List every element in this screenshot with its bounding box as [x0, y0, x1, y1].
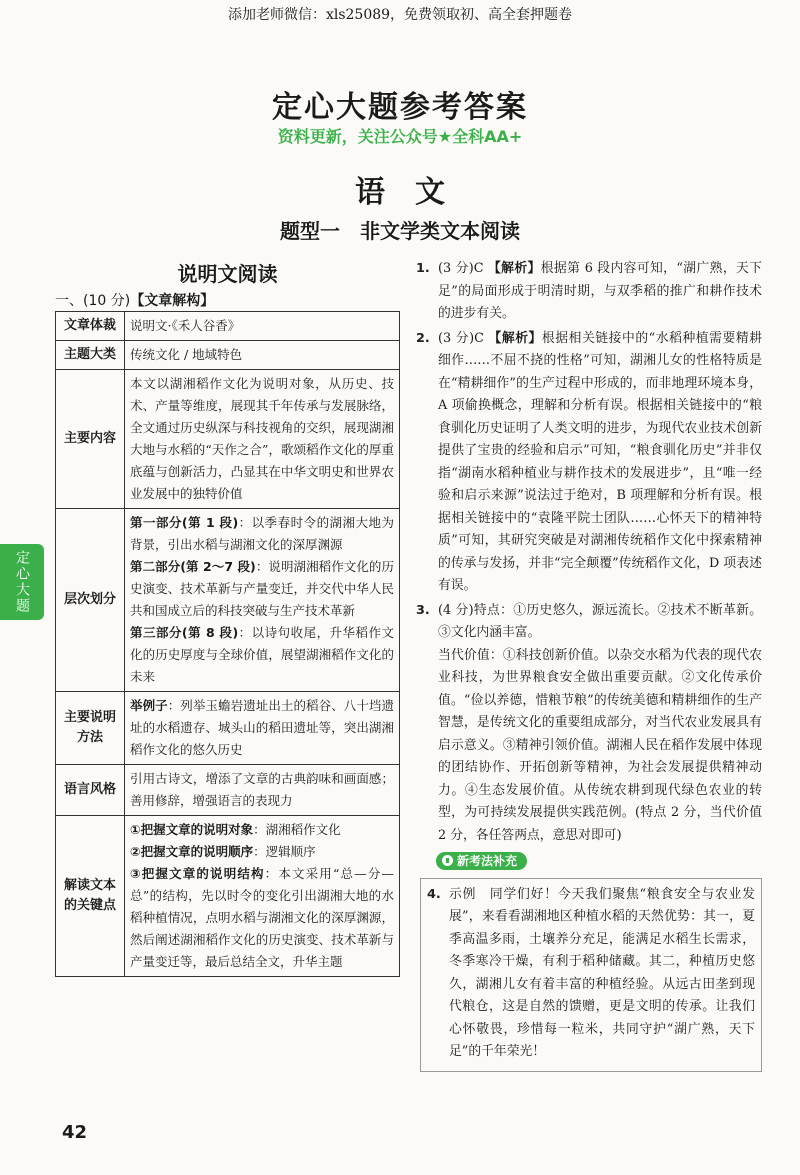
answer-3-number: 3.: [416, 602, 430, 618]
question-1-tag: 【文章解构】: [130, 293, 215, 309]
table-row: [56, 509, 400, 692]
table-head-style: 语言风格: [56, 765, 125, 816]
structure-part-1-text: ：以季春时令的湖湘大地为背景，引出水稻与湖湘文化的深厚渊源: [130, 515, 394, 552]
structure-part-2-label: 第二部分(第 2～7 段): [130, 559, 256, 574]
table-row: [56, 816, 400, 977]
answer-1-text: 根据第 6 段内容可知，“湖广熟，天下足”的局面形成于明清时期，与双季稻的推广和耕作技术的进步有关。: [438, 261, 762, 321]
side-tab-label: 定心大题: [14, 550, 30, 614]
article-structure-table: [55, 311, 400, 977]
structure-part-2-text: ：说明湖湘稻作文化的历史演变、技术革新与产量变迁，并交代中华人民共和国成立后的科技突破与生产技术革新: [130, 559, 394, 618]
keypoint-2: [130, 841, 394, 863]
answer-1-body: [438, 258, 762, 326]
table-row: [56, 341, 400, 370]
keypoint-1-text: ：湖湘稻作文化: [253, 822, 341, 837]
pin-icon: [442, 855, 453, 866]
method-label: 举例子: [130, 698, 168, 713]
answer-4: [427, 884, 755, 1064]
table-cell-content: 本文以湖湘稻作文化为说明对象，从历史、技术、产量等维度，展现其千年传承与发展脉络，全文通过历史纵深与科技视角的交织，展现湖湘大地与水稻的“天作之合”，歌颂稻作文化的厚重底蕴与创新活力，凸显其在中华文明史和世界农业发展中的独特价值: [125, 370, 400, 509]
structure-part-1: [130, 512, 394, 556]
table-cell-keypoints: [125, 816, 400, 977]
answer-1-tag: 【解析】: [488, 261, 541, 276]
answer-4-number: 4.: [427, 886, 441, 902]
answer-3-values: 当代价值：①科技创新价值。以杂交水稻为代表的现代农业科技，为世界粮食安全做出重要贡献。②文化传承价值。“俭以养德，惜粮节粮”的传统美德和精耕细作的生产智慧，是传统文化的重要组成部分，对当代农业发展具有启示意义。③精神引领价值。湖湘人民在稻作发展中体现的团结协作、开拓创新等精神，为社会发展提供精神动力。④生态发展价值。从传统农耕到现代绿色农业的转型，为可持续发展提供实践范例。(特点 2 分，当代价值 2 分，各任答两点，意思对即可): [438, 647, 762, 843]
table-cell-structure: [125, 509, 400, 692]
question-1-score: 一、(10 分): [55, 293, 131, 309]
question-1-label: [55, 290, 214, 310]
keypoint-1-label: ①把握文章的说明对象: [130, 822, 254, 837]
table-row: [56, 765, 400, 816]
page-number: 42: [62, 1122, 88, 1143]
keypoint-3: [130, 863, 394, 973]
keypoint-1: [130, 819, 394, 841]
answer-3-body: [438, 600, 762, 848]
table-cell-genre: 说明文·《禾人谷香》: [125, 312, 400, 341]
keypoint-2-text: ：逻辑顺序: [253, 844, 316, 859]
keypoint-2-label: ②把握文章的说明顺序: [130, 844, 254, 859]
question-type-title: 题型一 非文学类文本阅读: [280, 219, 520, 243]
answer-2: [416, 328, 762, 598]
side-tab: [0, 544, 44, 620]
keypoint-3-text: ：本文采用“总—分—总”的结构，先以时令的变化引出湖湘大地的水稻种植情况，点明水稻与湖湘文化的深厚渊源，然后阐述湖湘稻作文化的历史演变、技术革新与产量变迁等，最后总结全文，升华主题: [130, 866, 394, 969]
answer-3-features: (4 分)特点：①历史悠久，源远流长。②技术不断革新。③文化内涵丰富。: [438, 602, 762, 640]
new-method-badge: [436, 852, 527, 870]
table-head-content: 主要内容: [56, 370, 125, 509]
answer-2-body: [438, 328, 762, 598]
structure-part-3-text: ：以诗句收尾，升华稻作文化的历史厚度与全球价值，展望湖湘稻作文化的未来: [130, 625, 394, 684]
section-title: 说明文阅读: [177, 262, 278, 286]
method-text: ：列举玉蟾岩遗址出土的稻谷、八十垱遗址的水稻遗存、城头山的稻田遗址等，突出湖湘稻作文化的悠久历史: [130, 698, 394, 757]
table-row: [56, 312, 400, 341]
answer-1-score: (3 分)C: [438, 261, 484, 276]
table-cell-theme: 传统文化 / 地域特色: [125, 341, 400, 370]
table-head-genre: 文章体裁: [56, 312, 125, 341]
table-head-keypoints: 解读文本的关键点: [56, 816, 125, 977]
keypoint-3-label: ③把握文章的说明结构: [130, 866, 265, 881]
answer-4-text: 示例 同学们好！今天我们聚焦“粮食安全与农业发展”，来看看湖湘地区种植水稻的天然优势：其一，夏季高温多雨，土壤养分充足，能满足水稻生长需求，冬季寒冷干燥，有利于稻种储藏。其二，种植历史悠久，湖湘儿女有着丰富的种植经验。从远古田垄到现代粮仓，这是自然的馈赠，更是文明的传承。让我们心怀敬畏，珍惜每一粒米，共同守护“湖广熟，天下足”的千年荣光！: [449, 886, 755, 1059]
table-cell-style: 引用古诗文，增添了文章的古典韵味和画面感；善用修辞，增强语言的表现力: [125, 765, 400, 816]
answer-2-score: (3 分)C: [438, 330, 484, 346]
page-subtitle: 资料更新，关注公众号★全科AA+: [277, 127, 523, 146]
page-main-title: 定心大题参考答案: [272, 90, 528, 125]
answer-2-tag: 【解析】: [488, 330, 542, 346]
answer-2-number: 2.: [416, 330, 430, 346]
structure-part-1-label: 第一部分(第 1 段): [130, 515, 239, 530]
answer-1: [416, 258, 762, 326]
table-head-theme: 主题大类: [56, 341, 125, 370]
top-watermark-note: 添加老师微信：xls25089，免费领取初、高全套押题卷: [227, 7, 573, 23]
structure-part-3: [130, 622, 394, 688]
answer-4-box: [420, 878, 762, 1072]
badge-label: 新考法补充: [457, 854, 518, 868]
structure-part-2: [130, 556, 394, 622]
table-row: [56, 692, 400, 765]
answer-3: [416, 600, 762, 848]
table-row: [56, 370, 400, 509]
table-head-structure: 层次划分: [56, 509, 125, 692]
table-head-method: 主要说明方法: [56, 692, 125, 765]
answer-2-text: 根据相关链接中的“水稻种植需要精耕细作……不屈不挠的性格”可知，湖湘儿女的性格特质是在“精耕细作”的生产过程中形成的，而非地理环境本身，A 项偷换概念，理解和分析有误。根据相关链接中的“粮食驯化历史证明了人类文明的进步，为现代农业技术创新提供了宝贵的经验和启示”可知，“粮食驯化历史”并非仅指“湖南水稻种植业与耕作技术的发展进步”，且“唯一经验和启示来源”说法过于绝对，B 项理解和分析有误。根据相关链接中的“袁隆平院士团队……心怀天下的精神特质”可知，其研究突破是对湖湘传统稻作文化中探索精神的传承与发扬，并非“完全颠覆”传统稻作文化，D 项表述有误。: [438, 330, 762, 593]
answer-1-number: 1.: [416, 261, 430, 276]
table-cell-method: [125, 692, 400, 765]
structure-part-3-label: 第三部分(第 8 段): [130, 625, 239, 640]
answer-column: [416, 258, 762, 1072]
new-method-badge-row: [436, 851, 762, 874]
subject-title: 语 文: [355, 175, 445, 210]
